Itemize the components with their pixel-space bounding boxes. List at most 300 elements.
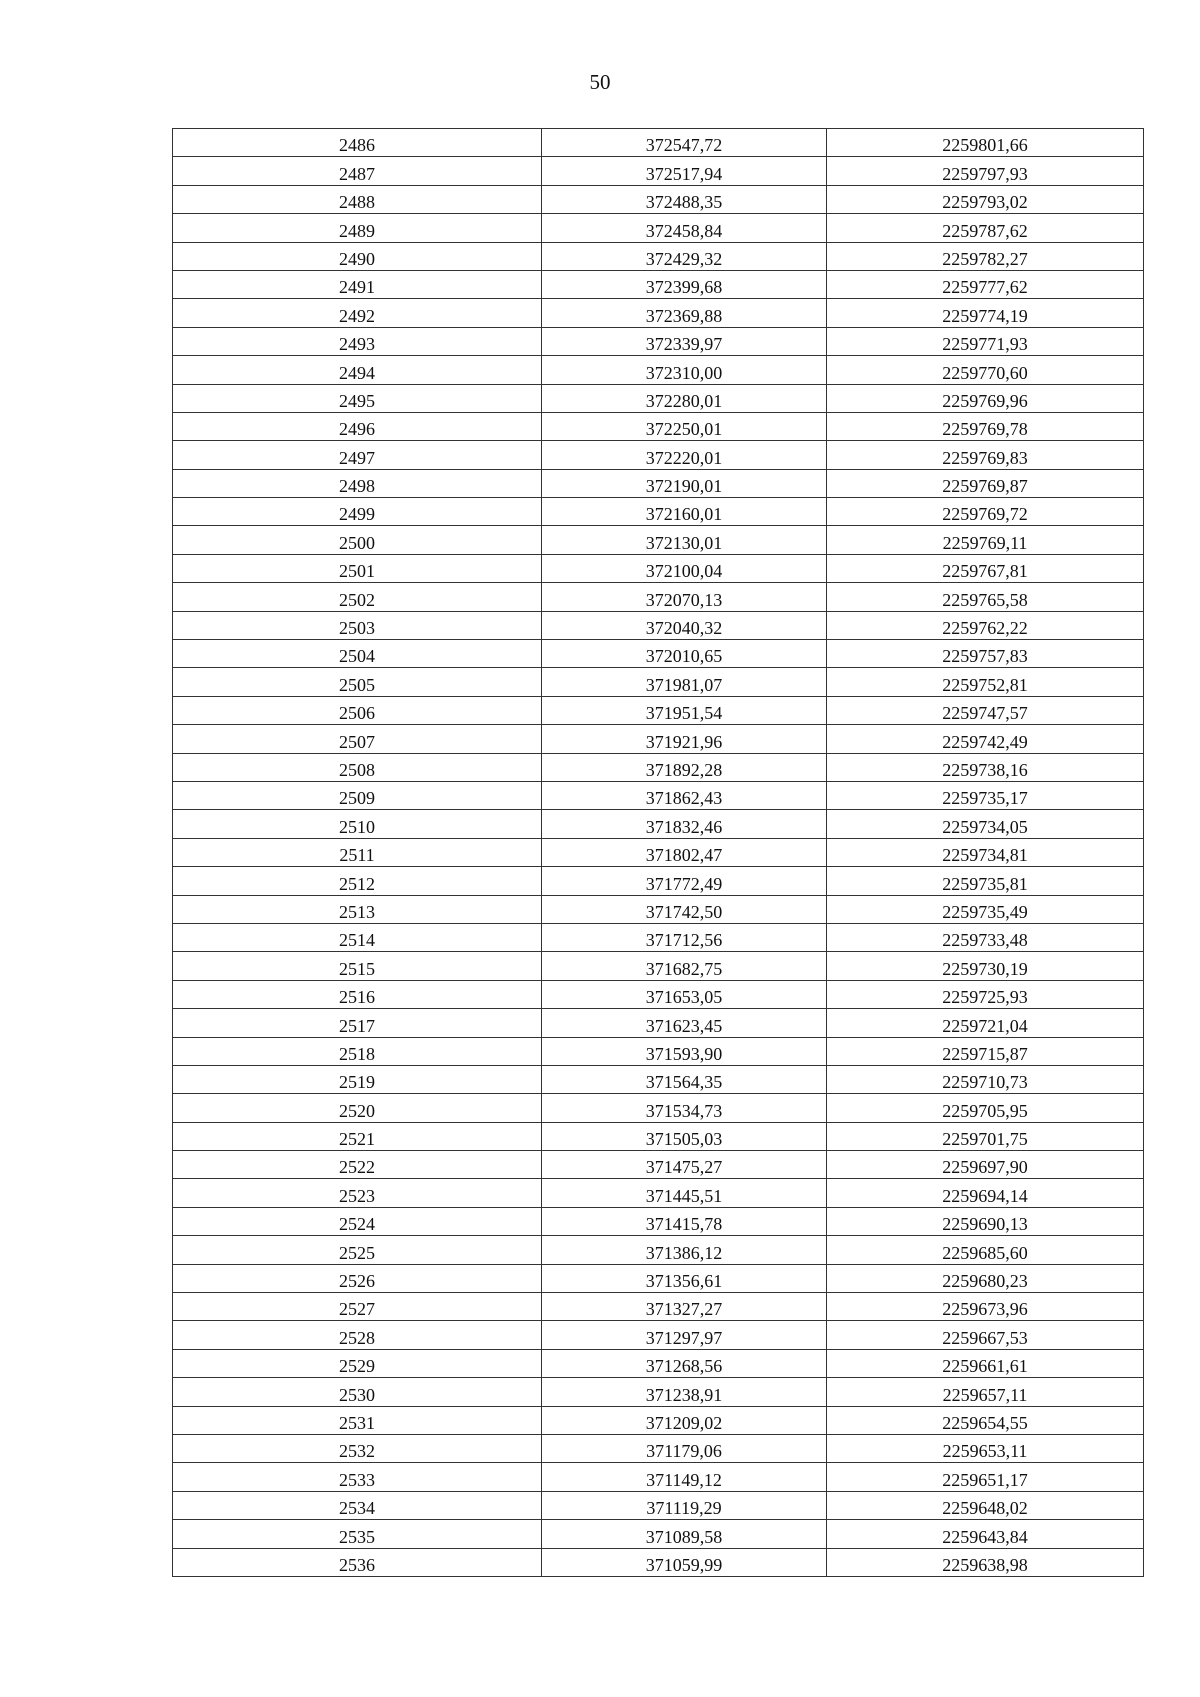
point-number-cell: [173, 441, 542, 469]
cell-text: 2534: [339, 1498, 375, 1519]
point-number-cell: [173, 412, 542, 440]
table-row: [173, 611, 1144, 639]
y-coordinate-cell: [827, 1491, 1144, 1519]
cell-text: 371445,51: [645, 1185, 723, 1206]
point-number-cell: [173, 781, 542, 809]
point-number-cell: [173, 1236, 542, 1264]
table-row: [173, 1151, 1144, 1179]
cell-text: 2259701,75: [942, 1129, 1028, 1150]
point-number-cell: [173, 1151, 542, 1179]
point-number-cell: [173, 384, 542, 412]
cell-text: 2519: [339, 1072, 375, 1093]
y-coordinate-cell: [827, 952, 1144, 980]
y-coordinate-cell: [827, 668, 1144, 696]
x-coordinate-cell: [542, 810, 827, 838]
cell-text: 2259769,78: [942, 419, 1028, 440]
cell-text: 2259643,84: [942, 1526, 1028, 1547]
x-coordinate-cell: [542, 952, 827, 980]
x-coordinate-cell: [542, 214, 827, 242]
cell-text: 2259765,58: [942, 589, 1028, 610]
cell-text: 2259657,11: [942, 1384, 1028, 1405]
cell-text: 2511: [339, 845, 375, 866]
table-row: [173, 952, 1144, 980]
x-coordinate-cell: [542, 1151, 827, 1179]
cell-text: 2508: [339, 759, 375, 780]
point-number-cell: [173, 469, 542, 497]
y-coordinate-cell: [827, 157, 1144, 185]
cell-text: 372250,01: [645, 419, 723, 440]
cell-text: 2532: [339, 1441, 375, 1462]
y-coordinate-cell: [827, 1037, 1144, 1065]
y-coordinate-cell: [827, 923, 1144, 951]
x-coordinate-cell: [542, 753, 827, 781]
table-row: [173, 1179, 1144, 1207]
point-number-cell: [173, 1548, 542, 1576]
cell-text: 2529: [339, 1356, 375, 1377]
cell-text: 2488: [339, 192, 375, 213]
cell-text: 2259747,57: [942, 703, 1028, 724]
table-row: [173, 1434, 1144, 1462]
coordinates-table: [172, 128, 1144, 1577]
point-number-cell: [173, 498, 542, 526]
point-number-cell: [173, 1065, 542, 1093]
y-coordinate-cell: [827, 1406, 1144, 1434]
cell-text: 372160,01: [645, 504, 723, 525]
y-coordinate-cell: [827, 1065, 1144, 1093]
cell-text: 2259752,81: [942, 674, 1028, 695]
point-number-cell: [173, 1264, 542, 1292]
x-coordinate-cell: [542, 270, 827, 298]
cell-text: 2525: [339, 1242, 375, 1263]
y-coordinate-cell: [827, 554, 1144, 582]
x-coordinate-cell: [542, 157, 827, 185]
cell-text: 2259777,62: [942, 277, 1028, 298]
x-coordinate-cell: [542, 1009, 827, 1037]
table-row: [173, 1349, 1144, 1377]
cell-text: 2504: [339, 646, 375, 667]
x-coordinate-cell: [542, 838, 827, 866]
cell-text: 2259735,49: [942, 901, 1028, 922]
x-coordinate-cell: [542, 1179, 827, 1207]
x-coordinate-cell: [542, 1207, 827, 1235]
table-row: [173, 1122, 1144, 1150]
x-coordinate-cell: [542, 327, 827, 355]
x-coordinate-cell: [542, 725, 827, 753]
y-coordinate-cell: [827, 412, 1144, 440]
table-row: [173, 583, 1144, 611]
table-row: [173, 157, 1144, 185]
point-number-cell: [173, 1009, 542, 1037]
x-coordinate-cell: [542, 1236, 827, 1264]
y-coordinate-cell: [827, 1349, 1144, 1377]
cell-text: 371921,96: [645, 731, 723, 752]
cell-text: 2259638,98: [942, 1554, 1028, 1575]
x-coordinate-cell: [542, 384, 827, 412]
cell-text: 2528: [339, 1327, 375, 1348]
x-coordinate-cell: [542, 554, 827, 582]
table-row: [173, 810, 1144, 838]
cell-text: 2505: [339, 674, 375, 695]
cell-text: 372280,01: [645, 390, 723, 411]
y-coordinate-cell: [827, 1122, 1144, 1150]
table-row: [173, 1463, 1144, 1491]
y-coordinate-cell: [827, 980, 1144, 1008]
point-number-cell: [173, 242, 542, 270]
y-coordinate-cell: [827, 867, 1144, 895]
x-coordinate-cell: [542, 1548, 827, 1576]
cell-text: 371712,56: [645, 930, 723, 951]
point-number-cell: [173, 1094, 542, 1122]
point-number-cell: [173, 299, 542, 327]
x-coordinate-cell: [542, 895, 827, 923]
point-number-cell: [173, 356, 542, 384]
y-coordinate-cell: [827, 214, 1144, 242]
cell-text: 371862,43: [645, 788, 723, 809]
table-row: [173, 356, 1144, 384]
cell-text: 2259705,95: [942, 1100, 1028, 1121]
cell-text: 2259735,17: [942, 788, 1028, 809]
cell-text: 2522: [339, 1157, 375, 1178]
y-coordinate-cell: [827, 526, 1144, 554]
table-row: [173, 1520, 1144, 1548]
cell-text: 371534,73: [645, 1100, 723, 1121]
cell-text: 371089,58: [645, 1526, 723, 1547]
table-row: [173, 640, 1144, 668]
cell-text: 2516: [339, 987, 375, 1008]
cell-text: 2489: [339, 220, 375, 241]
point-number-cell: [173, 810, 542, 838]
cell-text: 2512: [339, 873, 375, 894]
point-number-cell: [173, 895, 542, 923]
y-coordinate-cell: [827, 1179, 1144, 1207]
cell-text: 2259801,66: [942, 135, 1028, 156]
coordinates-table-body: [173, 129, 1144, 1577]
cell-text: 2259787,62: [942, 220, 1028, 241]
cell-text: 372100,04: [645, 561, 723, 582]
cell-text: 372220,01: [645, 447, 723, 468]
x-coordinate-cell: [542, 1434, 827, 1462]
y-coordinate-cell: [827, 270, 1144, 298]
cell-text: 2500: [339, 532, 375, 553]
cell-text: 2259769,11: [942, 532, 1028, 553]
cell-text: 2259654,55: [942, 1412, 1028, 1433]
page-number: 50: [589, 70, 611, 94]
point-number-cell: [173, 696, 542, 724]
x-coordinate-cell: [542, 1406, 827, 1434]
cell-text: 371119,29: [646, 1498, 722, 1519]
cell-text: 2513: [339, 901, 375, 922]
x-coordinate-cell: [542, 356, 827, 384]
y-coordinate-cell: [827, 1321, 1144, 1349]
cell-text: 2496: [339, 419, 375, 440]
y-coordinate-cell: [827, 1094, 1144, 1122]
table-row: [173, 923, 1144, 951]
cell-text: 372399,68: [645, 277, 723, 298]
point-number-cell: [173, 157, 542, 185]
cell-text: 372429,32: [645, 248, 723, 269]
cell-text: 371238,91: [645, 1384, 723, 1405]
table-row: [173, 867, 1144, 895]
cell-text: 372130,01: [645, 532, 723, 553]
y-coordinate-cell: [827, 327, 1144, 355]
table-row: [173, 1406, 1144, 1434]
cell-text: 2486: [339, 135, 375, 156]
cell-text: 2526: [339, 1271, 375, 1292]
table-row: [173, 696, 1144, 724]
x-coordinate-cell: [542, 412, 827, 440]
cell-text: 2535: [339, 1526, 375, 1547]
cell-text: 2259673,96: [942, 1299, 1028, 1320]
table-row: [173, 327, 1144, 355]
table-row: [173, 270, 1144, 298]
y-coordinate-cell: [827, 129, 1144, 157]
cell-text: 2523: [339, 1185, 375, 1206]
x-coordinate-cell: [542, 1065, 827, 1093]
x-coordinate-cell: [542, 1520, 827, 1548]
cell-text: 371623,45: [645, 1015, 723, 1036]
cell-text: 2259685,60: [942, 1242, 1028, 1263]
cell-text: 372310,00: [645, 362, 723, 383]
y-coordinate-cell: [827, 1264, 1144, 1292]
point-number-cell: [173, 1491, 542, 1519]
y-coordinate-cell: [827, 384, 1144, 412]
cell-text: 2527: [339, 1299, 375, 1320]
cell-text: 371297,97: [645, 1327, 723, 1348]
cell-text: 2259769,96: [942, 390, 1028, 411]
cell-text: 2510: [339, 816, 375, 837]
cell-text: 2515: [339, 958, 375, 979]
x-coordinate-cell: [542, 867, 827, 895]
cell-text: 2259733,48: [942, 930, 1028, 951]
table-row: [173, 526, 1144, 554]
cell-text: 372339,97: [645, 334, 723, 355]
x-coordinate-cell: [542, 185, 827, 213]
point-number-cell: [173, 1463, 542, 1491]
cell-text: 2514: [339, 930, 375, 951]
cell-text: 371209,02: [645, 1412, 723, 1433]
cell-text: 371593,90: [645, 1043, 723, 1064]
cell-text: 2502: [339, 589, 375, 610]
x-coordinate-cell: [542, 526, 827, 554]
cell-text: 371475,27: [645, 1157, 723, 1178]
point-number-cell: [173, 1179, 542, 1207]
cell-text: 371951,54: [645, 703, 723, 724]
cell-text: 2259767,81: [942, 561, 1028, 582]
point-number-cell: [173, 327, 542, 355]
x-coordinate-cell: [542, 299, 827, 327]
cell-text: 371059,99: [645, 1554, 723, 1575]
table-row: [173, 1293, 1144, 1321]
point-number-cell: [173, 1520, 542, 1548]
y-coordinate-cell: [827, 1378, 1144, 1406]
point-number-cell: [173, 526, 542, 554]
x-coordinate-cell: [542, 1491, 827, 1519]
point-number-cell: [173, 668, 542, 696]
x-coordinate-cell: [542, 1378, 827, 1406]
y-coordinate-cell: [827, 1207, 1144, 1235]
cell-text: 2521: [339, 1129, 375, 1150]
cell-text: 371179,06: [646, 1441, 722, 1462]
cell-text: 372517,94: [645, 163, 723, 184]
y-coordinate-cell: [827, 895, 1144, 923]
x-coordinate-cell: [542, 781, 827, 809]
cell-text: 2509: [339, 788, 375, 809]
cell-text: 2259730,19: [942, 958, 1028, 979]
table-row: [173, 498, 1144, 526]
cell-text: 2259694,14: [942, 1185, 1028, 1206]
cell-text: 2259793,02: [942, 192, 1028, 213]
x-coordinate-cell: [542, 1122, 827, 1150]
cell-text: 2497: [339, 447, 375, 468]
cell-text: 2259661,61: [942, 1356, 1028, 1377]
table-row: [173, 384, 1144, 412]
table-row: [173, 185, 1144, 213]
point-number-cell: [173, 1321, 542, 1349]
cell-text: 2530: [339, 1384, 375, 1405]
cell-text: 372040,32: [645, 618, 723, 639]
y-coordinate-cell: [827, 1434, 1144, 1462]
cell-text: 2259721,04: [942, 1015, 1028, 1036]
cell-text: 2259690,13: [942, 1214, 1028, 1235]
table-row: [173, 554, 1144, 582]
table-row: [173, 412, 1144, 440]
point-number-cell: [173, 753, 542, 781]
table-row: [173, 1009, 1144, 1037]
cell-text: 2259648,02: [942, 1498, 1028, 1519]
cell-text: 2259710,73: [942, 1072, 1028, 1093]
point-number-cell: [173, 640, 542, 668]
cell-text: 2259667,53: [942, 1327, 1028, 1348]
cell-text: 2259770,60: [942, 362, 1028, 383]
x-coordinate-cell: [542, 469, 827, 497]
cell-text: 2492: [339, 305, 375, 326]
y-coordinate-cell: [827, 356, 1144, 384]
cell-text: 371356,61: [645, 1271, 723, 1292]
cell-text: 371772,49: [645, 873, 723, 894]
y-coordinate-cell: [827, 810, 1144, 838]
y-coordinate-cell: [827, 185, 1144, 213]
y-coordinate-cell: [827, 696, 1144, 724]
cell-text: 2517: [339, 1015, 375, 1036]
table-row: [173, 895, 1144, 923]
x-coordinate-cell: [542, 1037, 827, 1065]
point-number-cell: [173, 611, 542, 639]
table-row: [173, 1065, 1144, 1093]
y-coordinate-cell: [827, 1151, 1144, 1179]
y-coordinate-cell: [827, 1236, 1144, 1264]
x-coordinate-cell: [542, 1293, 827, 1321]
cell-text: 372458,84: [645, 220, 723, 241]
point-number-cell: [173, 214, 542, 242]
table-row: [173, 1207, 1144, 1235]
cell-text: 372369,88: [645, 305, 723, 326]
cell-text: 2259757,83: [942, 646, 1028, 667]
table-row: [173, 299, 1144, 327]
cell-text: 2503: [339, 618, 375, 639]
cell-text: 371742,50: [645, 901, 723, 922]
cell-text: 2533: [339, 1469, 375, 1490]
point-number-cell: [173, 867, 542, 895]
point-number-cell: [173, 952, 542, 980]
point-number-cell: [173, 838, 542, 866]
x-coordinate-cell: [542, 441, 827, 469]
cell-text: 2498: [339, 476, 375, 497]
y-coordinate-cell: [827, 781, 1144, 809]
cell-text: 371386,12: [645, 1242, 723, 1263]
y-coordinate-cell: [827, 1009, 1144, 1037]
cell-text: 371981,07: [645, 674, 723, 695]
point-number-cell: [173, 1378, 542, 1406]
y-coordinate-cell: [827, 469, 1144, 497]
cell-text: 2518: [339, 1043, 375, 1064]
table-row: [173, 781, 1144, 809]
cell-text: 2493: [339, 334, 375, 355]
table-row: [173, 725, 1144, 753]
cell-text: 2259715,87: [942, 1043, 1028, 1064]
cell-text: 2259735,81: [942, 873, 1028, 894]
table-row: [173, 1548, 1144, 1576]
point-number-cell: [173, 725, 542, 753]
x-coordinate-cell: [542, 923, 827, 951]
x-coordinate-cell: [542, 980, 827, 1008]
cell-text: 2259651,17: [942, 1469, 1028, 1490]
x-coordinate-cell: [542, 668, 827, 696]
x-coordinate-cell: [542, 498, 827, 526]
point-number-cell: [173, 554, 542, 582]
point-number-cell: [173, 1349, 542, 1377]
y-coordinate-cell: [827, 838, 1144, 866]
table-row: [173, 441, 1144, 469]
cell-text: 2531: [339, 1412, 375, 1433]
cell-text: 371802,47: [645, 845, 723, 866]
y-coordinate-cell: [827, 640, 1144, 668]
cell-text: 371832,46: [645, 816, 723, 837]
point-number-cell: [173, 1293, 542, 1321]
x-coordinate-cell: [542, 129, 827, 157]
cell-text: 2259774,19: [942, 305, 1028, 326]
cell-text: 372010,65: [645, 646, 723, 667]
cell-text: 2259762,22: [942, 618, 1028, 639]
table-row: [173, 1491, 1144, 1519]
cell-text: 2499: [339, 504, 375, 525]
table-row: [173, 129, 1144, 157]
table-row: [173, 1378, 1144, 1406]
table-row: [173, 1037, 1144, 1065]
cell-text: 2259734,05: [942, 816, 1028, 837]
point-number-cell: [173, 1406, 542, 1434]
table-row: [173, 1321, 1144, 1349]
cell-text: 371564,35: [645, 1072, 723, 1093]
point-number-cell: [173, 1037, 542, 1065]
y-coordinate-cell: [827, 1520, 1144, 1548]
x-coordinate-cell: [542, 583, 827, 611]
cell-text: 2259738,16: [942, 759, 1028, 780]
cell-text: 2259653,11: [942, 1441, 1028, 1462]
cell-text: 2520: [339, 1100, 375, 1121]
cell-text: 371505,03: [645, 1129, 723, 1150]
cell-text: 372547,72: [645, 135, 723, 156]
point-number-cell: [173, 583, 542, 611]
table-row: [173, 1264, 1144, 1292]
x-coordinate-cell: [542, 1463, 827, 1491]
cell-text: 371682,75: [645, 958, 723, 979]
x-coordinate-cell: [542, 1264, 827, 1292]
cell-text: 2259725,93: [942, 987, 1028, 1008]
point-number-cell: [173, 270, 542, 298]
cell-text: 2259734,81: [942, 845, 1028, 866]
cell-text: 2259797,93: [942, 163, 1028, 184]
point-number-cell: [173, 980, 542, 1008]
